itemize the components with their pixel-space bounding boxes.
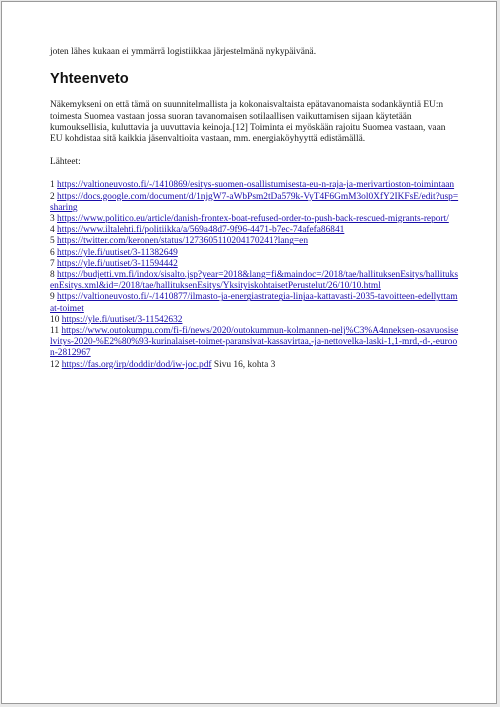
reference-link[interactable]: https://valtioneuvosto.fi/-/1410869/esitys-suomen-osallistumisesta-eu-n-raja-ja-merivartioston-toimintaan bbox=[57, 180, 455, 191]
reference-link[interactable]: https://budjetti.vm.fi/indox/sisalto.jsp?year=2018&lang=fi&maindoc=/2018/tae/hallituksenEsitys/hallituksenEsitys.xml&id=/2018/tae/hallituksenEsitys/YksityiskohtaisetPerustelut/26/10/10.html bbox=[50, 270, 459, 292]
reference-link[interactable]: https://www.outokumpu.com/fi-fi/news/2020/outokummun-kolmannen-nelj%C3%A4nneksen-osavuosiselvitys-2020-%E2%80%93-kurinalaiset-toimet-paransivat-kassavirtaa,-ja-nettovelka-laski-1,1-mrd,-d-,-euroon-2812967 bbox=[50, 326, 459, 359]
reference-item bbox=[50, 248, 460, 259]
reference-link[interactable]: https://yle.fi/uutiset/3-11594442 bbox=[57, 258, 178, 269]
reference-link[interactable]: https://fas.org/irp/doddir/dod/iw-joc.pdf bbox=[61, 359, 212, 370]
reference-item bbox=[50, 315, 460, 326]
reference-number: 8 bbox=[50, 270, 55, 281]
reference-link[interactable]: https://yle.fi/uutiset/3-11542632 bbox=[61, 314, 183, 325]
reference-number: 7 bbox=[50, 258, 55, 269]
references-list bbox=[50, 180, 460, 370]
reference-link[interactable]: https://www.politico.eu/article/danish-frontex-boat-refused-order-to-push-back-rescued-migrants-report/ bbox=[57, 214, 449, 225]
reference-link[interactable]: https://twitter.com/keronen/status/1273605110204170241?lang=en bbox=[57, 236, 309, 247]
reference-number: 2 bbox=[50, 191, 55, 202]
reference-number: 9 bbox=[50, 292, 55, 303]
reference-item bbox=[50, 360, 460, 371]
reference-item bbox=[50, 236, 460, 247]
reference-item bbox=[50, 259, 460, 270]
reference-item bbox=[50, 292, 460, 314]
section-heading: Yhteenveto bbox=[50, 71, 129, 88]
intro-paragraph: joten lähes kukaan ei ymmärrä logistiikkaa järjestelmänä nykypäivänä. bbox=[50, 47, 317, 57]
reference-number: 3 bbox=[50, 214, 55, 225]
sources-label: Lähteet: bbox=[50, 157, 81, 168]
reference-link[interactable]: https://docs.google.com/document/d/1njgW7-aWbPsm2tDa579k-VyT4F6GmM3ol0XfY2IKFsE/edit?usp=sharing bbox=[50, 191, 459, 213]
reference-link[interactable]: https://valtioneuvosto.fi/-/1410877/ilmasto-ja-energiastrategia-linjaa-kattavasti-2035-tavoitteen-edellyttamat-toimet bbox=[50, 292, 458, 314]
reference-item bbox=[50, 192, 460, 214]
reference-note: Sivu 16, kohta 3 bbox=[213, 359, 276, 370]
reference-number: 10 bbox=[50, 314, 60, 325]
document-page bbox=[1, 1, 497, 704]
reference-number: 11 bbox=[50, 326, 60, 337]
reference-item bbox=[50, 214, 460, 225]
reference-item bbox=[50, 225, 460, 236]
reference-number: 5 bbox=[50, 236, 55, 247]
summary-paragraph: Näkemykseni on että tämä on suunnitelmallista ja kokonaisvaltaista epätavanomaista sodankäyntiä EU:n toimesta Suomea vastaan jossa suoran tavanomaisen sotilaallisen vaikuttamisen sijaan käytetään kumouksellisia, kuluttavia ja uuvuttavia keinoja.[12] Toiminta ei myöskään rajoitu Suomea vastaan, vaan EU kohdistaa sitä kaikkia jäsenvaltioita vastaan, mm. energiaköyhyyttä edistämällä. bbox=[50, 100, 446, 145]
reference-number: 6 bbox=[50, 247, 55, 258]
reference-number: 12 bbox=[50, 359, 60, 370]
page-content bbox=[50, 47, 460, 371]
reference-item bbox=[50, 270, 460, 292]
reference-number: 4 bbox=[50, 225, 55, 236]
reference-item bbox=[50, 326, 460, 360]
reference-link[interactable]: https://www.iltalehti.fi/politiikka/a/569a48d7-9f96-4471-b7ec-74afefa86841 bbox=[57, 225, 345, 236]
reference-number: 1 bbox=[50, 180, 55, 191]
reference-link[interactable]: https://yle.fi/uutiset/3-11382649 bbox=[57, 247, 178, 258]
reference-item bbox=[50, 180, 460, 191]
